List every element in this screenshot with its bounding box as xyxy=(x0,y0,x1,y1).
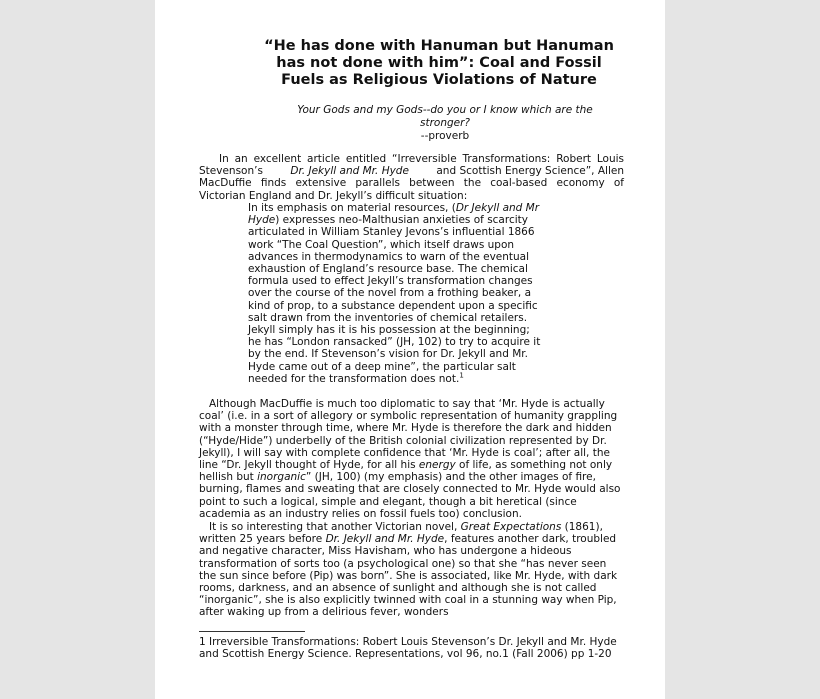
text-line: rooms, darkness, and an absence of sunlight and although she is not called xyxy=(199,582,597,595)
text-span: of life, as something not only xyxy=(455,459,613,472)
quote-line: over the course of the novel from a frothing beaker, a xyxy=(248,287,532,300)
text-span: ” (JH, 100) (my emphasis) and the other images of fire, xyxy=(305,471,596,484)
text-line: point to such a logical, simple and elegant, though a bit heretical (since xyxy=(199,495,577,508)
epigraph-attribution: --proverb xyxy=(420,130,470,142)
block-quote xyxy=(248,202,548,385)
quote-line xyxy=(248,373,548,385)
text-line: coal’ (i.e. in a sort of allegory or symbolic representation of humanity grappling xyxy=(199,410,618,423)
text-span: , features another dark, troubled xyxy=(444,533,617,546)
book-title: Dr. Jekyll and Mr. Hyde xyxy=(325,533,445,546)
text-line: Victorian England and Dr. Jekyll’s difficult situation: xyxy=(199,189,468,202)
text-span: It is so interesting that another Victorian novel, xyxy=(209,521,461,533)
text-line xyxy=(199,165,624,177)
intro-paragraph xyxy=(199,153,624,202)
quote-line: Jekyll simply has it is his possession at the beginning; xyxy=(248,324,530,337)
quote-line: advances in thermodynamics to warn of the eventual xyxy=(248,250,530,263)
text-span: hellish but xyxy=(199,471,258,484)
book-title: Dr. Jekyll and Mr. Hyde xyxy=(290,165,409,178)
text-line: after waking up from a delirious fever, wonders xyxy=(199,606,449,619)
book-title: Great Expectations xyxy=(460,521,562,533)
quote-line: salt drawn from the inventories of chemical retailers. xyxy=(248,311,528,324)
text-line: Although MacDuffie is much too diplomatic to say that ‘Mr. Hyde is actually xyxy=(209,398,605,410)
quote-line xyxy=(248,202,548,214)
quote-line: he has “London ransacked” (JH, 102) to try to acquire it xyxy=(248,336,541,349)
text-span: written 25 years before xyxy=(199,533,326,546)
title-line: “He has done with Hanuman but Hanuman xyxy=(264,38,614,54)
quote-line: exhaustion of England’s resource base. The chemical xyxy=(248,263,528,276)
book-title: Hyde xyxy=(248,214,276,227)
quote-line: work “The Coal Question”, which itself draws upon xyxy=(248,238,515,251)
title-line: Fuels as Religious Violations of Nature xyxy=(281,72,597,88)
text-span: needed for the transformation does not. xyxy=(248,372,460,385)
footnote-line: 1 Irreversible Transformations: Robert Louis Stevenson’s Dr. Jekyll and Mr. Hyde xyxy=(199,636,617,648)
quote-line: kind of prop, to a substance dependent upon a specific xyxy=(248,299,538,312)
text-line: MacDuffie finds extensive parallels between the coal-based economy of xyxy=(199,177,624,190)
text-line xyxy=(199,521,624,533)
page-title xyxy=(199,38,679,89)
epigraph-line: Your Gods and my Gods--do you or I know which are the xyxy=(297,104,593,116)
footnote xyxy=(199,636,624,660)
epigraph xyxy=(290,104,600,143)
text-line: academia as an industry relies on fossil fuels too) conclusion. xyxy=(199,507,522,520)
emphasis: energy xyxy=(418,459,456,472)
text-line: the sun since before (Pip) was born”. She is associated, like Mr. Hyde, with dark xyxy=(199,569,618,582)
epigraph-line xyxy=(290,117,600,143)
text-line: and negative character, Miss Havisham, who has undergone a hideous xyxy=(199,545,572,558)
text-span: line “Dr. Jekyll thought of Hyde, for all his xyxy=(199,459,419,472)
body-paragraph xyxy=(199,398,624,520)
text-line xyxy=(199,459,624,471)
text-span: (1861), xyxy=(561,521,603,533)
footnote-divider xyxy=(199,631,305,632)
footnote-line: and Scottish Energy Science. Representations, vol 96, no.1 (Fall 2006) pp 1-20 xyxy=(199,648,612,661)
text-span: Stevenson’s xyxy=(199,165,263,178)
text-line: with a monster through time, where Mr. Hyde is therefore the dark and hidden xyxy=(199,422,612,435)
text-line: transformation of sorts too (a psychological one) so that she “has never seen xyxy=(199,557,607,570)
text-line: In an excellent article entitled “Irreversible Transformations: Robert Louis xyxy=(219,153,624,165)
body-paragraph xyxy=(199,521,624,619)
text-span: and Scottish Energy Science”, Allen xyxy=(436,165,624,178)
text-line: burning, flames and sweating that are closely connected to Mr. Hyde would also xyxy=(199,483,621,496)
quote-line: Hyde came out of a deep mine”, the particular salt xyxy=(248,360,516,373)
text-line xyxy=(199,533,624,545)
quote-line: articulated in William Stanley Jevons’s influential 1866 xyxy=(248,226,535,239)
text-line: “inorganic”, she is also explicitly twinned with coal in a stunning way when Pip, xyxy=(199,594,617,607)
text-span: ) expresses neo-Malthusian anxieties of scarcity xyxy=(275,214,528,227)
text-line: (“Hyde/Hide”) underbelly of the British colonial civilization represented by Dr. xyxy=(199,434,607,447)
quote-line xyxy=(248,214,548,226)
emphasis: inorganic xyxy=(257,471,306,484)
book-title: Dr Jekyll and Mr xyxy=(455,202,540,214)
text-span: In its emphasis on material resources, ( xyxy=(248,202,456,214)
quote-line: by the end. If Stevenson’s vision for Dr. Jekyll and Mr. xyxy=(248,348,528,361)
text-line: Jekyll), I will say with complete confidence that ‘Mr. Hyde is coal’; after all, the xyxy=(199,446,610,459)
quote-line: formula used to effect Jekyll’s transformation changes xyxy=(248,275,533,288)
text-line xyxy=(199,471,624,483)
footnote-marker: 1 xyxy=(459,371,464,380)
epigraph-text: stronger? xyxy=(420,117,470,129)
title-line: has not done with him”: Coal and Fossil xyxy=(276,55,602,71)
